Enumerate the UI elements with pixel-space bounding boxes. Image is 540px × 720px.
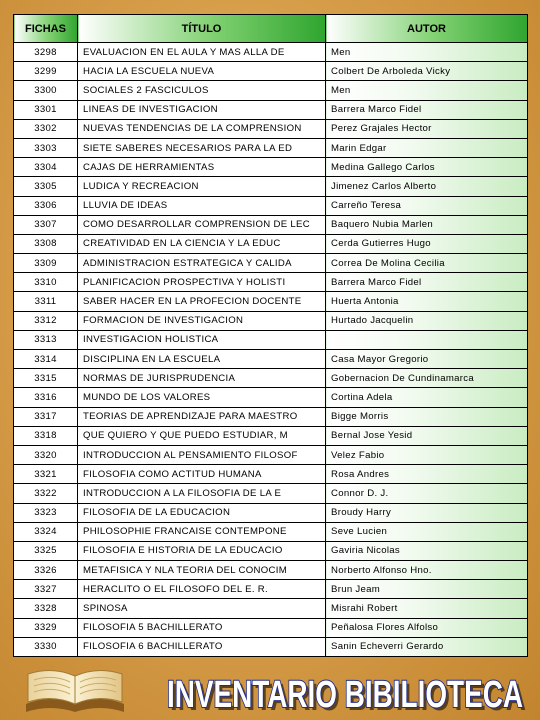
cell-autor: Seve Lucien xyxy=(326,522,528,541)
cell-ficha: 3301 xyxy=(14,100,78,119)
cell-autor: Correa De Molina Cecilia xyxy=(326,254,528,273)
inventory-table-container xyxy=(13,14,527,657)
cell-titulo: LUDICA Y RECREACION xyxy=(78,177,326,196)
cell-ficha: 3320 xyxy=(14,445,78,464)
cell-autor xyxy=(326,330,528,349)
cell-autor: Brun Jeam xyxy=(326,580,528,599)
cell-titulo: INVESTIGACION HOLISTICA xyxy=(78,330,326,349)
cell-autor: Men xyxy=(326,43,528,62)
cell-autor: Norberto Alfonso Hno. xyxy=(326,561,528,580)
cell-titulo: COMO DESARROLLAR COMPRENSION DE LEC xyxy=(78,215,326,234)
cell-ficha: 3327 xyxy=(14,580,78,599)
cell-ficha: 3323 xyxy=(14,503,78,522)
cell-titulo: FILOSOFIA COMO ACTITUD HUMANA xyxy=(78,465,326,484)
cell-autor: Colbert De Arboleda Vicky xyxy=(326,62,528,81)
open-book-icon xyxy=(20,664,130,716)
table-row xyxy=(14,234,528,253)
cell-autor: Rosa Andres xyxy=(326,465,528,484)
table-row xyxy=(14,330,528,349)
cell-autor: Bigge Morris xyxy=(326,407,528,426)
cell-titulo: NUEVAS TENDENCIAS DE LA COMPRENSION xyxy=(78,119,326,138)
cell-titulo: INTRODUCCION AL PENSAMIENTO FILOSOF xyxy=(78,445,326,464)
cell-titulo: SOCIALES 2 FASCICULOS xyxy=(78,81,326,100)
cell-ficha: 3321 xyxy=(14,465,78,484)
table-row xyxy=(14,273,528,292)
table-row xyxy=(14,580,528,599)
cell-titulo: NORMAS DE JURISPRUDENCIA xyxy=(78,369,326,388)
cell-titulo: FILOSOFIA DE LA EDUCACION xyxy=(78,503,326,522)
cell-titulo: LLUVIA DE IDEAS xyxy=(78,196,326,215)
table-row xyxy=(14,292,528,311)
table-row xyxy=(14,215,528,234)
cell-ficha: 3302 xyxy=(14,119,78,138)
cell-ficha: 3304 xyxy=(14,158,78,177)
cell-ficha: 3325 xyxy=(14,541,78,560)
column-header-fichas: FICHAS xyxy=(14,15,78,43)
cell-autor: Jimenez Carlos Alberto xyxy=(326,177,528,196)
table-body xyxy=(14,43,528,657)
cell-autor: Bernal Jose Yesid xyxy=(326,426,528,445)
cell-autor: Huerta Antonia xyxy=(326,292,528,311)
table-row xyxy=(14,561,528,580)
cell-titulo: ADMINISTRACION ESTRATEGICA Y CALIDA xyxy=(78,254,326,273)
table-row xyxy=(14,350,528,369)
cell-titulo: QUE QUIERO Y QUE PUEDO ESTUDIAR, M xyxy=(78,426,326,445)
table-row xyxy=(14,426,528,445)
cell-autor: Cortina Adela xyxy=(326,388,528,407)
table-row xyxy=(14,177,528,196)
banner-title-shadow: INVENTARIO BIBILIOTECA xyxy=(170,677,526,716)
cell-ficha: 3305 xyxy=(14,177,78,196)
table-row xyxy=(14,388,528,407)
cell-titulo: SABER HACER EN LA PROFECION DOCENTE xyxy=(78,292,326,311)
table-row xyxy=(14,311,528,330)
cell-titulo: EVALUACION EN EL AULA Y MAS ALLA DE xyxy=(78,43,326,62)
cell-ficha: 3317 xyxy=(14,407,78,426)
table-row xyxy=(14,618,528,637)
cell-ficha: 3313 xyxy=(14,330,78,349)
table-row xyxy=(14,484,528,503)
cell-ficha: 3324 xyxy=(14,522,78,541)
cell-titulo: TEORIAS DE APRENDIZAJE PARA MAESTRO xyxy=(78,407,326,426)
cell-titulo: FILOSOFIA 5 BACHILLERATO xyxy=(78,618,326,637)
cell-ficha: 3322 xyxy=(14,484,78,503)
table-row xyxy=(14,407,528,426)
cell-autor: Gobernacion De Cundinamarca xyxy=(326,369,528,388)
table-row xyxy=(14,158,528,177)
cell-autor: Medina Gallego Carlos xyxy=(326,158,528,177)
cell-autor: Velez Fabio xyxy=(326,445,528,464)
cell-ficha: 3318 xyxy=(14,426,78,445)
cell-titulo: FILOSOFIA E HISTORIA DE LA EDUCACIO xyxy=(78,541,326,560)
cell-autor: Barrera Marco Fidel xyxy=(326,273,528,292)
table-row xyxy=(14,637,528,656)
table-row xyxy=(14,81,528,100)
cell-autor: Broudy Harry xyxy=(326,503,528,522)
cell-titulo: FORMACION DE INVESTIGACION xyxy=(78,311,326,330)
cell-ficha: 3299 xyxy=(14,62,78,81)
cell-ficha: 3308 xyxy=(14,234,78,253)
cell-ficha: 3311 xyxy=(14,292,78,311)
cell-titulo: CREATIVIDAD EN LA CIENCIA Y LA EDUC xyxy=(78,234,326,253)
cell-ficha: 3310 xyxy=(14,273,78,292)
cell-autor: Baquero Nubia Marlen xyxy=(326,215,528,234)
cell-titulo: PLANIFICACION PROSPECTIVA Y HOLISTI xyxy=(78,273,326,292)
cell-ficha: 3312 xyxy=(14,311,78,330)
table-row xyxy=(14,100,528,119)
table-row xyxy=(14,196,528,215)
cell-titulo: HERACLITO O EL FILOSOFO DEL E. R. xyxy=(78,580,326,599)
cell-autor: Barrera Marco Fidel xyxy=(326,100,528,119)
column-header-titulo: TÍTULO xyxy=(78,15,326,43)
cell-ficha: 3315 xyxy=(14,369,78,388)
cell-autor: Sanin Echeverri Gerardo xyxy=(326,637,528,656)
cell-ficha: 3314 xyxy=(14,350,78,369)
table-row xyxy=(14,254,528,273)
header-row xyxy=(14,15,528,43)
cell-titulo: SIETE SABERES NECESARIOS PARA LA ED xyxy=(78,138,326,157)
cell-titulo: HACIA LA ESCUELA NUEVA xyxy=(78,62,326,81)
cell-autor: Marin Edgar xyxy=(326,138,528,157)
cell-ficha: 3330 xyxy=(14,637,78,656)
banner-title-text: INVENTARIO BIBILIOTECA xyxy=(167,674,523,716)
cell-ficha: 3309 xyxy=(14,254,78,273)
cell-ficha: 3329 xyxy=(14,618,78,637)
cell-titulo: CAJAS DE HERRAMIENTAS xyxy=(78,158,326,177)
cell-titulo: LINEAS DE INVESTIGACION xyxy=(78,100,326,119)
cell-autor: Connor D. J. xyxy=(326,484,528,503)
cell-autor: Gaviria Nicolas xyxy=(326,541,528,560)
cell-ficha: 3328 xyxy=(14,599,78,618)
cell-autor: Carreño Teresa xyxy=(326,196,528,215)
table-row xyxy=(14,138,528,157)
cell-ficha: 3303 xyxy=(14,138,78,157)
cell-titulo: DISCIPLINA EN LA ESCUELA xyxy=(78,350,326,369)
cell-titulo: INTRODUCCION A LA FILOSOFIA DE LA E xyxy=(78,484,326,503)
table-row xyxy=(14,43,528,62)
cell-ficha: 3300 xyxy=(14,81,78,100)
table-row xyxy=(14,465,528,484)
column-header-autor: AUTOR xyxy=(326,15,528,43)
cell-titulo: MUNDO DE LOS VALORES xyxy=(78,388,326,407)
table-row xyxy=(14,445,528,464)
cell-titulo: PHILOSOPHIE FRANCAISE CONTEMPONE xyxy=(78,522,326,541)
table-row xyxy=(14,119,528,138)
cell-ficha: 3307 xyxy=(14,215,78,234)
cell-titulo: METAFISICA Y NLA TEORIA DEL CONOCIM xyxy=(78,561,326,580)
cell-autor: Men xyxy=(326,81,528,100)
cell-ficha: 3298 xyxy=(14,43,78,62)
cell-ficha: 3316 xyxy=(14,388,78,407)
cell-autor: Hurtado Jacquelin xyxy=(326,311,528,330)
cell-titulo: FILOSOFIA 6 BACHILLERATO xyxy=(78,637,326,656)
cell-autor: Peñalosa Flores Alfolso xyxy=(326,618,528,637)
cell-autor: Misrahi Robert xyxy=(326,599,528,618)
table-row xyxy=(14,503,528,522)
cell-titulo: SPINOSA xyxy=(78,599,326,618)
banner-title xyxy=(160,660,530,716)
cell-autor: Casa Mayor Gregorio xyxy=(326,350,528,369)
cell-autor: Cerda Gutierres Hugo xyxy=(326,234,528,253)
table-row xyxy=(14,369,528,388)
table-header xyxy=(14,15,528,43)
inventory-table xyxy=(13,14,528,657)
table-row xyxy=(14,62,528,81)
table-row xyxy=(14,522,528,541)
cell-autor: Perez Grajales Hector xyxy=(326,119,528,138)
cell-ficha: 3306 xyxy=(14,196,78,215)
cell-ficha: 3326 xyxy=(14,561,78,580)
table-row xyxy=(14,541,528,560)
table-row xyxy=(14,599,528,618)
